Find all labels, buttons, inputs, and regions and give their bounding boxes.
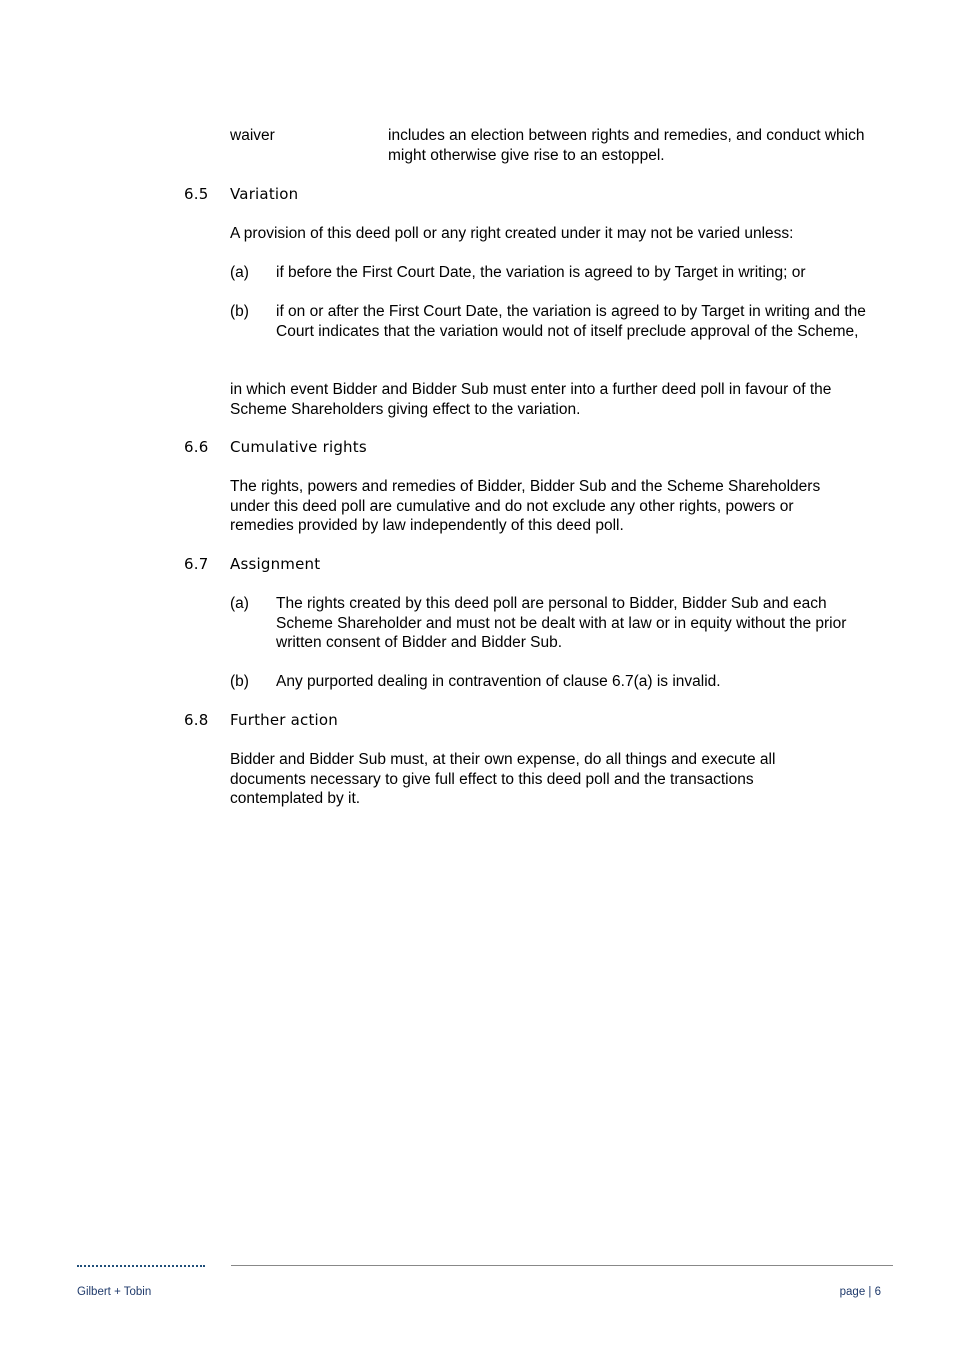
clause-6-5-b-text: if on or after the First Court Date, the variation is agreed to by Target in writing and the Court indicates that the variation would not of itself preclude approval of the Scheme, xyxy=(276,303,866,340)
clause-6-6-title: Cumulative rights xyxy=(230,438,367,456)
footer-dotted-rule xyxy=(77,1265,205,1267)
clause-6-5-b-label: (b) xyxy=(230,303,249,320)
clause-6-5-title: Variation xyxy=(230,185,299,203)
clause-6-6-text: The rights, powers and remedies of Bidder, Bidder Sub and the Scheme Shareholders under this deed poll are cumulative and do not exclude any other rights, powers or remedies provided by law independently of this deed poll. xyxy=(230,478,821,534)
clause-6-5-number: 6.5 xyxy=(184,185,209,203)
clause-6-7-b-label: (b) xyxy=(230,673,249,690)
footer-firm-name: Gilbert + Tobin xyxy=(77,1286,152,1298)
clause-6-8-number: 6.8 xyxy=(184,711,209,729)
definition-term: waiver xyxy=(230,127,275,144)
clause-6-7-title: Assignment xyxy=(230,555,321,573)
clause-6-7-number: 6.7 xyxy=(184,555,209,573)
clause-6-8-title: Further action xyxy=(230,711,339,729)
definition-text: includes an election between rights and remedies, and conduct which might otherwise give rise to an estoppel. xyxy=(388,127,865,164)
clause-6-7-b-text: Any purported dealing in contravention of clause 6.7(a) is invalid. xyxy=(276,673,721,690)
clause-6-5-closing: in which event Bidder and Bidder Sub must enter into a further deed poll in favour of the Scheme Shareholders giving effect to the variation. xyxy=(230,381,832,418)
clause-6-8-text: Bidder and Bidder Sub must, at their own expense, do all things and execute all documents necessary to give full effect to this deed poll and the transactions contemplated by it. xyxy=(230,751,776,807)
clause-6-7-a-label: (a) xyxy=(230,595,249,612)
clause-6-5-a-label: (a) xyxy=(230,264,249,281)
footer-page-number: page | 6 xyxy=(839,1286,881,1298)
footer-rule xyxy=(231,1265,893,1266)
clause-6-6-number: 6.6 xyxy=(184,438,209,456)
clause-6-7-a-text: The rights created by this deed poll are personal to Bidder, Bidder Sub and each Scheme Shareholder and must not be dealt with at law or in equity without the prior written consent of Bidder and Bidder Sub. xyxy=(276,595,847,651)
clause-6-5-a-text: if before the First Court Date, the variation is agreed to by Target in writing; or xyxy=(276,264,806,281)
clause-6-5-intro: A provision of this deed poll or any right created under it may not be varied unless: xyxy=(230,225,794,242)
